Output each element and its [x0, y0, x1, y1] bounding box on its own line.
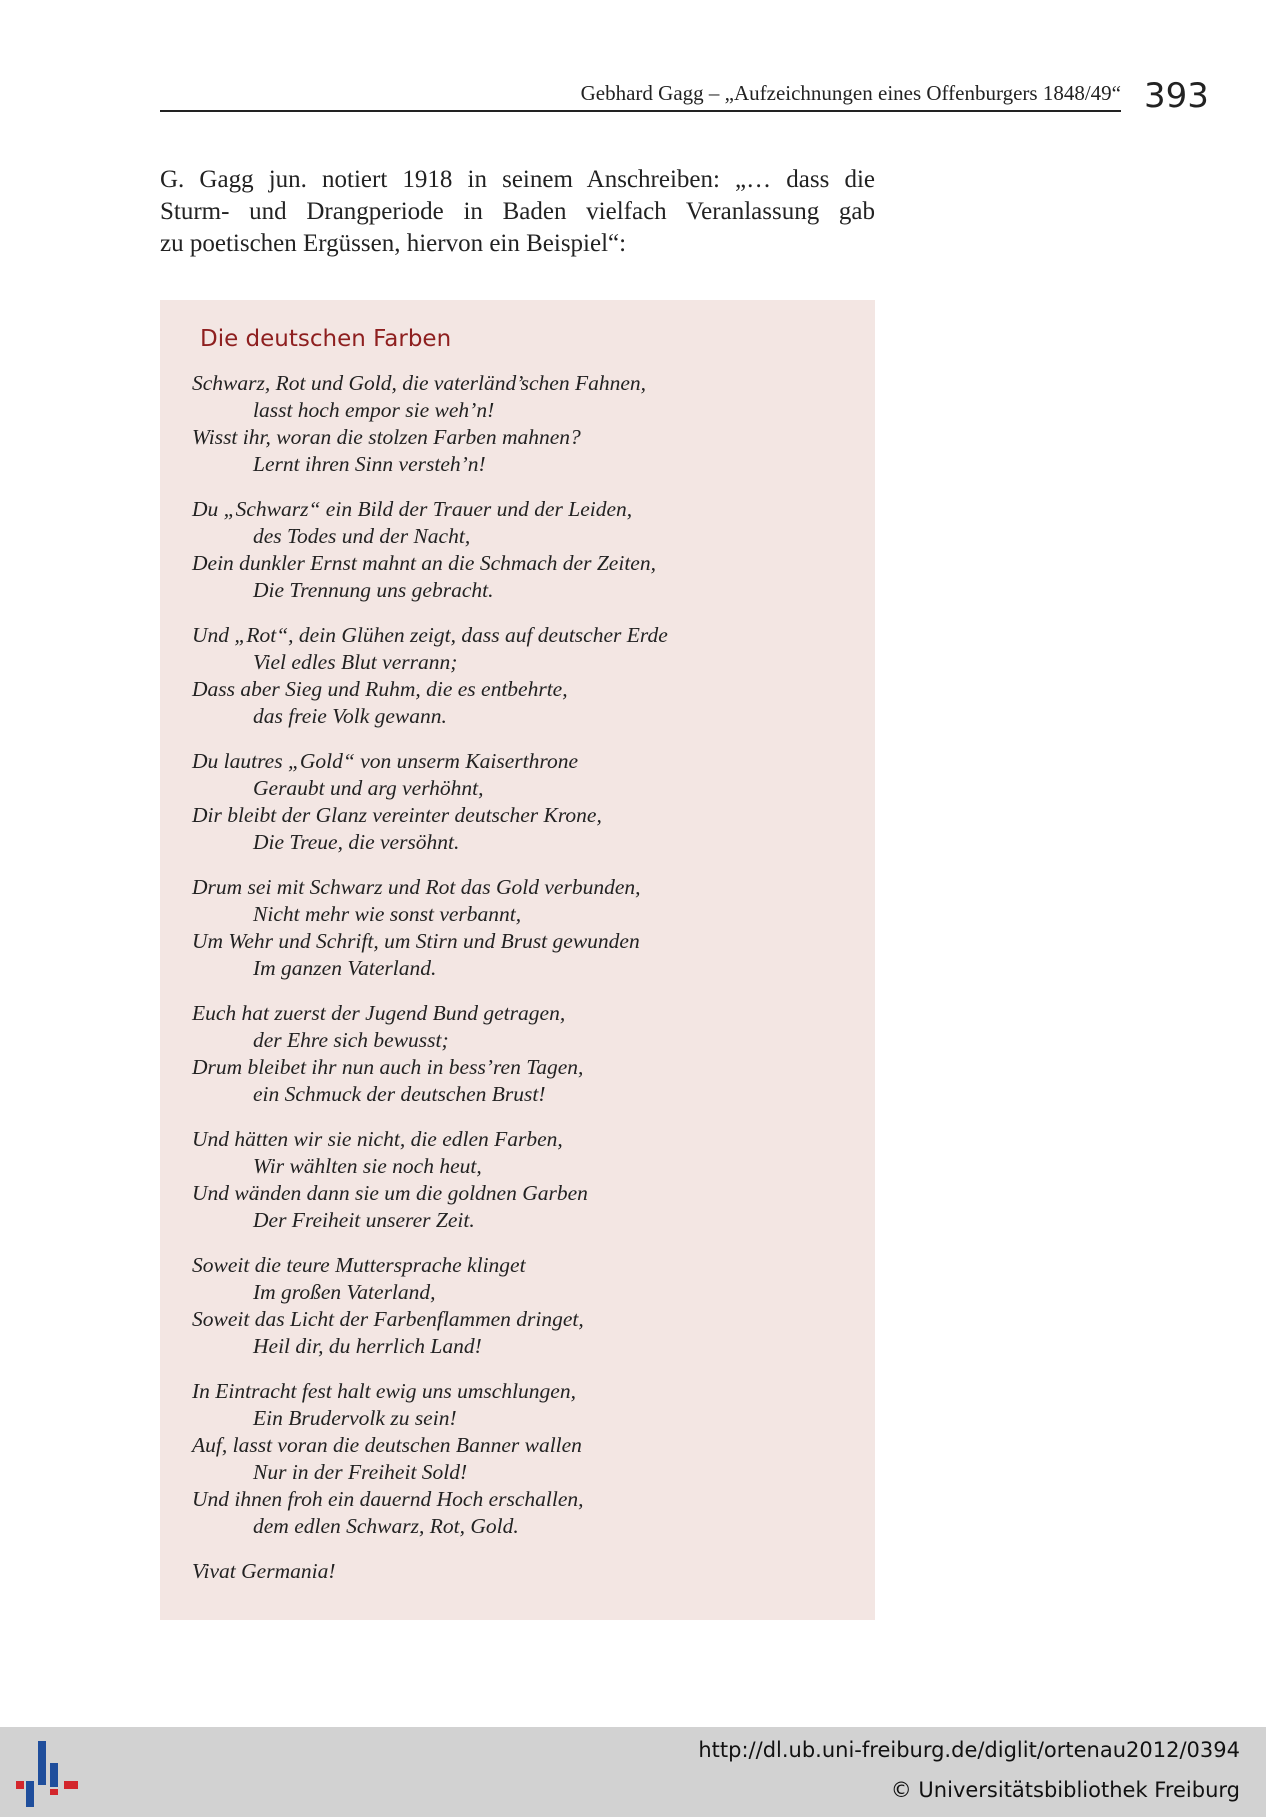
- poem-line: Schwarz, Rot und Gold, die vaterländ’schen Fahnen,: [192, 371, 647, 395]
- poem-line: Nicht mehr wie sonst verbannt,: [253, 902, 522, 926]
- poem-line: Euch hat zuerst der Jugend Bund getragen,: [192, 1001, 566, 1025]
- intro-line: Sturm- und Drangperiode in Baden vielfach Veranlassung gab: [160, 198, 875, 225]
- poem-stanza: [192, 1252, 852, 1360]
- poem-line: der Ehre sich bewusst;: [253, 1028, 449, 1052]
- poem-line: Soweit das Licht der Farbenflammen dringet,: [192, 1307, 584, 1331]
- poem-body: [192, 370, 852, 1603]
- poem-line: ein Schmuck der deutschen Brust!: [253, 1082, 546, 1106]
- page-number: 393: [1144, 76, 1209, 116]
- poem-line: Im großen Vaterland,: [253, 1280, 436, 1304]
- poem-line: Der Freiheit unserer Zeit.: [253, 1208, 475, 1232]
- poem-line: Um Wehr und Schrift, um Stirn und Brust gewunden: [192, 929, 640, 953]
- poem-line: Geraubt und arg verhöhnt,: [253, 776, 484, 800]
- poem-line: des Todes und der Nacht,: [253, 524, 471, 548]
- poem-line: Dein dunkler Ernst mahnt an die Schmach der Zeiten,: [192, 551, 656, 575]
- running-header: [160, 76, 1121, 112]
- poem-line: Wir wählten sie noch heut,: [253, 1154, 482, 1178]
- poem-line: Nur in der Freiheit Sold!: [253, 1460, 468, 1484]
- poem-line: lasst hoch empor sie weh’n!: [253, 398, 495, 422]
- poem-stanza: [192, 622, 852, 730]
- poem-stanza: [192, 874, 852, 982]
- intro-line: G. Gagg jun. notiert 1918 in seinem Anschreiben: „… dass die: [160, 166, 875, 193]
- poem-stanza: [192, 748, 852, 856]
- poem-line: Dir bleibt der Glanz vereinter deutscher Krone,: [192, 803, 602, 827]
- poem-line: das freie Volk gewann.: [253, 704, 447, 728]
- poem-line: dem edlen Schwarz, Rot, Gold.: [253, 1514, 519, 1538]
- poem-line: Du lautres „Gold“ von unserm Kaiserthrone: [192, 749, 579, 773]
- poem-title: Die deutschen Farben: [200, 326, 452, 352]
- poem-line: Viel edles Blut verrann;: [253, 650, 458, 674]
- poem-line: Heil dir, du herrlich Land!: [253, 1334, 482, 1358]
- poem-line: In Eintracht fest halt ewig uns umschlungen,: [192, 1379, 576, 1403]
- poem-stanza: [192, 1378, 852, 1540]
- poem-line: Wisst ihr, woran die stolzen Farben mahnen?: [192, 425, 581, 449]
- footer-copyright: © Universitätsbibliothek Freiburg: [890, 1778, 1240, 1802]
- poem-line: Du „Schwarz“ ein Bild der Trauer und der Leiden,: [192, 497, 633, 521]
- poem-stanza: [192, 1558, 852, 1585]
- poem-line: Und wänden dann sie um die goldnen Garben: [192, 1181, 588, 1205]
- poem-line: Ein Brudervolk zu sein!: [253, 1406, 457, 1430]
- poem-line: Vivat Germania!: [192, 1559, 336, 1583]
- poem-line: Drum sei mit Schwarz und Rot das Gold verbunden,: [192, 875, 641, 899]
- running-title: Gebhard Gagg – „Aufzeichnungen eines Offenburgers 1848/49“: [580, 81, 1121, 105]
- poem-line: Auf, lasst voran die deutschen Banner wallen: [192, 1433, 582, 1457]
- intro-line: zu poetischen Ergüssen, hiervon ein Beispiel“:: [160, 230, 627, 257]
- poem-line: Und ihnen froh ein dauernd Hoch erschallen,: [192, 1487, 584, 1511]
- poem-line: Lernt ihren Sinn versteh’n!: [253, 452, 486, 476]
- poem-stanza: [192, 1126, 852, 1234]
- intro-paragraph: [160, 164, 875, 260]
- ub-freiburg-logo-icon: [16, 1741, 80, 1807]
- poem-stanza: [192, 370, 852, 478]
- poem-line: Drum bleibet ihr nun auch in bess’ren Tagen,: [192, 1055, 584, 1079]
- footer-url-link[interactable]: http://dl.ub.uni-freiburg.de/diglit/ortenau2012/0394: [698, 1738, 1240, 1762]
- poem-line: Im ganzen Vaterland.: [253, 956, 437, 980]
- poem-stanza: [192, 496, 852, 604]
- poem-line: Soweit die teure Muttersprache klinget: [192, 1253, 526, 1277]
- poem-line: Die Trennung uns gebracht.: [253, 578, 494, 602]
- poem-line: Die Treue, die versöhnt.: [253, 830, 460, 854]
- poem-line: Dass aber Sieg und Ruhm, die es entbehrte,: [192, 677, 568, 701]
- poem-stanza: [192, 1000, 852, 1108]
- poem-line: Und hätten wir sie nicht, die edlen Farben,: [192, 1127, 563, 1151]
- footer-bar: [0, 1727, 1266, 1817]
- poem-line: Und „Rot“, dein Glühen zeigt, dass auf deutscher Erde: [192, 623, 668, 647]
- poem-box: [160, 300, 875, 1620]
